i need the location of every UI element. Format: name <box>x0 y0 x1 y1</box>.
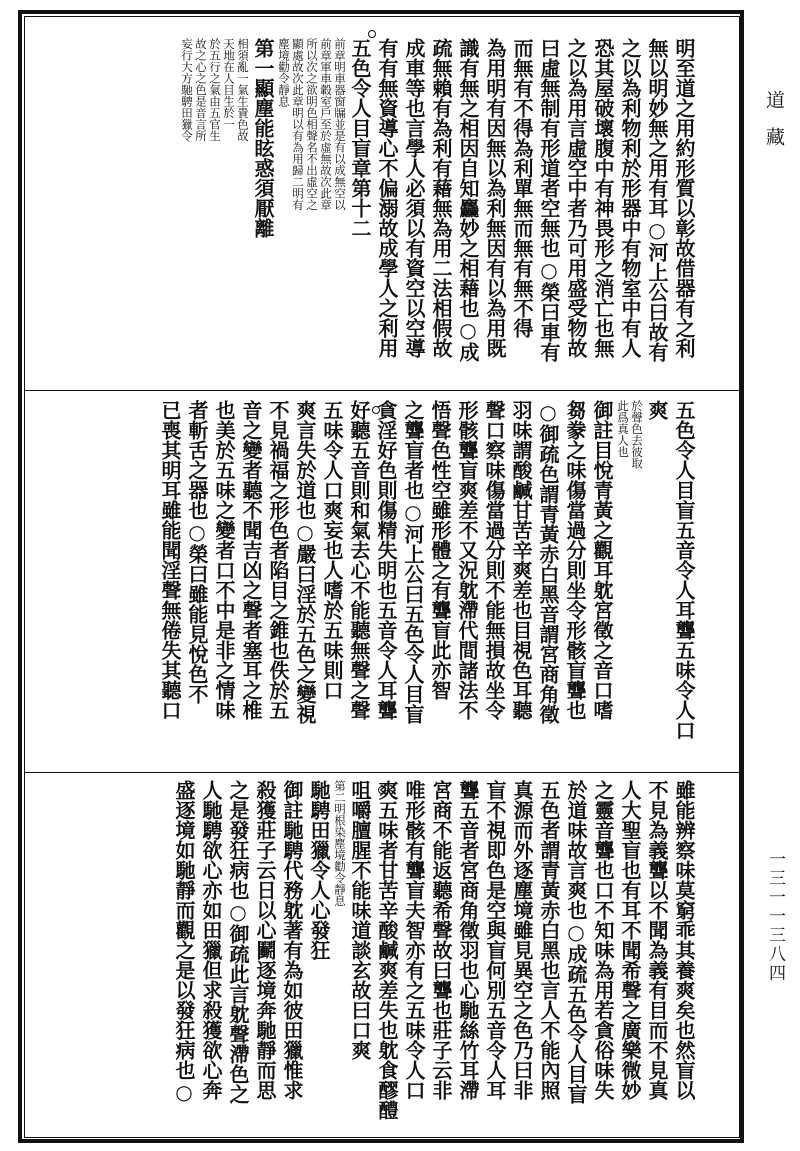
text-column: 人大聖盲也有耳不聞希聲之廣樂微妙 <box>618 780 642 1100</box>
text-column: 五味令人口爽妄也人嗜於五味則口 <box>320 400 344 700</box>
text-column: 御註目悅青黃之觀耳躭宮徵之音口嗜 <box>590 400 614 720</box>
text-column: 五色令人目盲五音令人耳聾五味令人口 <box>672 400 696 740</box>
text-column: 好聽五音則和氣去心不能聽無聲之聲 <box>347 400 371 720</box>
text-column: 悟聲色性空雖形體之有聾盲此亦智 <box>428 400 452 700</box>
binding-hole-1 <box>368 30 376 38</box>
text-column: 於道味故言爽也○成疏五色令人目盲 <box>564 780 588 1104</box>
text-column: 之以為利物利於形器中有物室中有人 <box>618 38 642 358</box>
text-column: 顯處故次此章明以有為用歸二明有 <box>291 38 305 211</box>
text-column: 妄行大方馳騁田獵令 <box>180 38 194 142</box>
text-panel-bottom <box>58 780 698 1130</box>
text-column: 疏無賴有為利有藉無為用二法相假故 <box>429 38 453 358</box>
text-column: 五色令人目盲章第十二 <box>348 38 372 238</box>
text-column: 雖能辨察味莫窮乖其養爽矣也然盲以 <box>672 780 696 1100</box>
text-column: 明至道之用約形質以彰故借器有之利 <box>672 38 696 358</box>
text-column: 之靈音聾也口不知味為用若貪俗味失 <box>591 780 615 1100</box>
text-column: 已喪其明耳雖能聞淫聲無倦失其聽口 <box>158 400 182 720</box>
text-column: 前章明車器窗牖並是有以成無空以 <box>333 38 347 211</box>
text-column: 唯形骸有聾盲夫智亦有之五味令人口 <box>402 780 426 1100</box>
text-column: 無以明妙無之用有耳○河上公曰故有 <box>645 38 669 362</box>
text-column: 羽味謂酸鹹甘苦辛爽差也目視色耳聽 <box>509 400 533 720</box>
text-column: 聲口察味傷當過分則不能無損故坐令 <box>482 400 506 720</box>
text-column: 而無有不得為利單無而無有無不得 <box>510 38 534 338</box>
text-column: 之是發狂病也○御疏此言躭聲滯色之 <box>226 780 250 1104</box>
text-column: 御註馳騁代務躭著有為如彼田獵惟求 <box>280 780 304 1100</box>
text-column: 五色者謂青黃赤白黑也言人不能內照 <box>537 780 561 1100</box>
text-column: 塵境勸令靜息 <box>277 38 291 107</box>
text-column: 爽言失於道也○嚴曰淫於五色之變視 <box>293 400 317 724</box>
text-column: 也美於五味之變者口不中是非之情味 <box>212 400 236 720</box>
text-column: 盛逐境如馳靜而觀之是以發狂病也○ <box>172 780 196 1104</box>
text-column: ○御疏色謂青黃赤白黑音謂宮商角徵 <box>536 400 560 724</box>
margin-title: 道藏 <box>763 90 785 164</box>
text-column: 為用明有因無以為利無因有以為用既 <box>483 38 507 358</box>
margin-page-number: 一三一一三八四 <box>765 850 785 983</box>
text-column: 音之變者聽不聞吉凶之聲者塞耳之椎 <box>239 400 263 720</box>
text-column: 真源而外逐塵境雖見異空之色乃曰非 <box>510 780 534 1100</box>
text-panel-middle <box>58 400 698 762</box>
text-column: 曰虛無制有形道者空無也○榮曰車有 <box>537 38 561 362</box>
text-column: 形骸聾盲爽差不又況躭滯代間諸法不 <box>455 400 479 720</box>
text-column: 聾五音者宮商角徵羽也心馳絲竹耳滯 <box>456 780 480 1100</box>
text-column: 貪淫好色則傷精失明也五音令人耳聾 <box>374 400 398 720</box>
text-column: 之以為用言虛空中者乃可用盛受物故 <box>564 38 588 358</box>
text-column: 不見為義聾以不聞為義有目而不見真 <box>645 780 669 1100</box>
text-column: 不見禍福之形色者陷目之錐也佚於五 <box>266 400 290 720</box>
text-column: 人馳騁欲心亦如田獵但求殺獲欲心奔 <box>199 780 223 1100</box>
text-column: 者斬舌之器也○榮曰雖能見悅色不 <box>185 400 209 704</box>
text-column: 於聲色去彼取 <box>630 400 644 469</box>
text-column: 天地在人目生於一 <box>222 38 236 130</box>
text-column: 於五行之氣由五官生 <box>208 38 222 142</box>
text-column: 芻豢之味傷當過分則坐令形骸盲聾也 <box>563 400 587 720</box>
text-column: 殺獲莊子云日以心鬬逐境奔馳靜而思 <box>253 780 277 1100</box>
text-column: 前章軍車轂室戶至於虛無故次此章 <box>319 38 333 211</box>
text-column: 此爲真人也 <box>616 400 630 458</box>
text-column: 第一顯塵能眩惑須厭離 <box>251 38 275 238</box>
text-panel-top <box>58 38 698 378</box>
text-column: 恐其屋破壞腹中有神畏形之消亡也無 <box>591 38 615 358</box>
panel-divider-1 <box>24 390 740 391</box>
text-column: 咀嚼膻腥不能味道談玄故曰口爽 <box>348 780 372 1060</box>
text-column: 爽 <box>645 400 669 420</box>
panel-divider-2 <box>24 772 740 773</box>
text-column: 所以次之欲明色相聲名不出虛空之 <box>305 38 319 211</box>
text-column: 之聾盲者也○河上公曰五色令人目盲 <box>401 400 425 724</box>
text-column: 識有無之相因自知麤妙之相藉也○成 <box>456 38 480 362</box>
text-column: 爽五味者甘苦辛酸鹹爽差失也躭食醪醴 <box>375 780 399 1120</box>
text-column: 成車等也言學人必須以有資空以空導 <box>402 38 426 358</box>
text-column: 盲不視即色是空與盲何別五音令人耳 <box>483 780 507 1100</box>
text-column: 相須亂一氣生貴色故 <box>236 38 250 142</box>
text-column: 有有無資導心不偏溺故成學人之利用 <box>375 38 399 358</box>
text-column: 宮商不能返聽希聲故曰聾也莊子云非 <box>429 780 453 1100</box>
text-column: 馳騁田獵令人心發狂 <box>307 780 331 960</box>
text-column: 第二明根染塵境勸令靜息 <box>333 780 347 907</box>
text-column: 故之心之色是音言所 <box>194 38 208 142</box>
